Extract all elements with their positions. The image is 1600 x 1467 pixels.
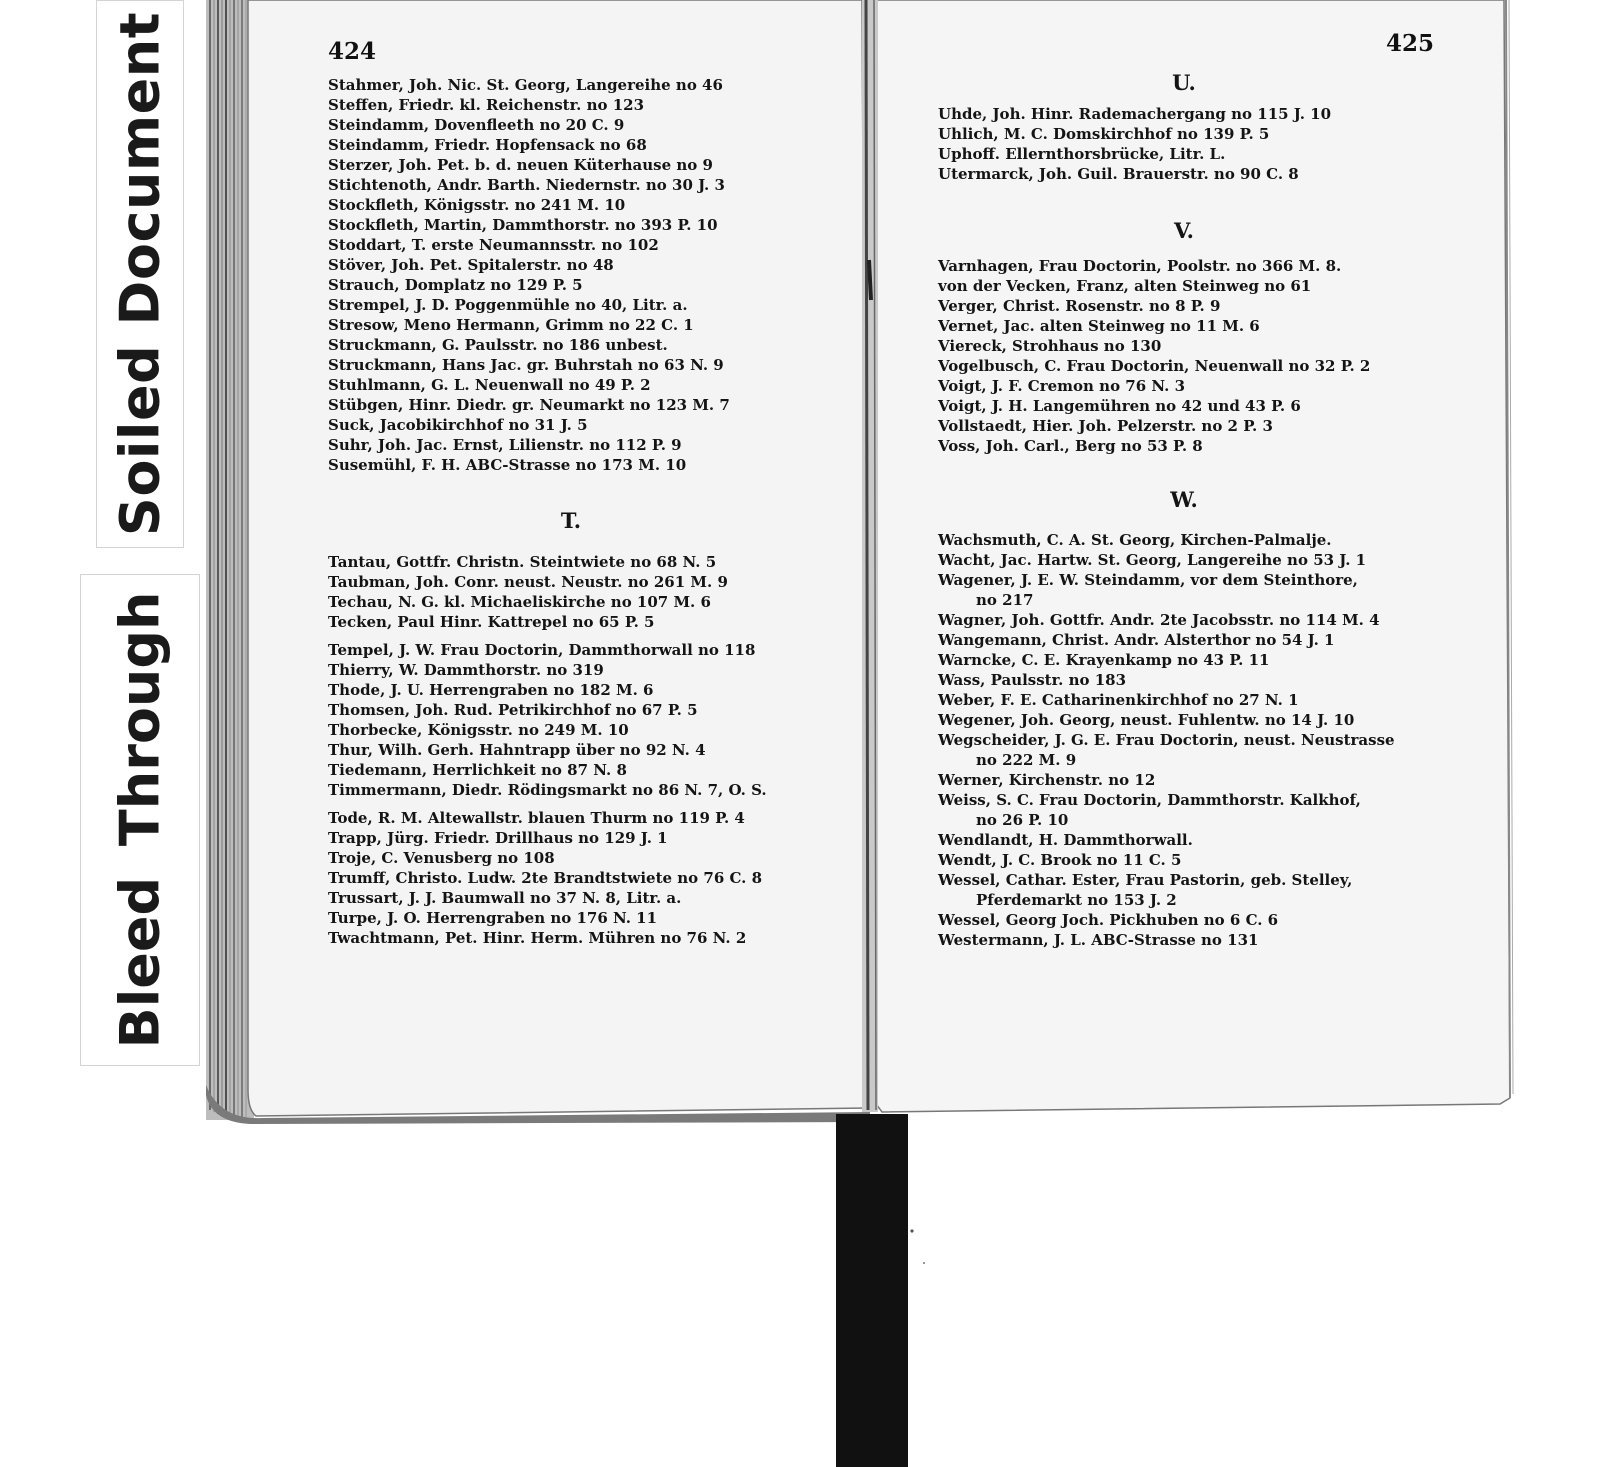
directory-entry: Wegener, Joh. Georg, neust. Fuhlentw. no 14 J. 10 [938, 711, 1355, 729]
directory-entry: Voigt, J. H. Langemühren no 42 und 43 P. 6 [938, 397, 1301, 415]
directory-entry: Voss, Joh. Carl., Berg no 53 P. 8 [938, 437, 1203, 455]
directory-entry: Westermann, J. L. ABC-Strasse no 131 [938, 931, 1259, 949]
directory-entry: Tode, R. M. Altewallstr. blauen Thurm no 119 P. 4 [328, 809, 745, 827]
right-page-text [938, 0, 1438, 1000]
directory-entry: no 26 P. 10 [976, 811, 1069, 829]
directory-entry: Wendt, J. C. Brook no 11 C. 5 [938, 851, 1182, 869]
directory-entry: Thomsen, Joh. Rud. Petrikirchhof no 67 P. 5 [328, 701, 698, 719]
directory-entry: Wessel, Cathar. Ester, Frau Pastorin, geb. Stelley, [938, 871, 1353, 889]
directory-entry: Vernet, Jac. alten Steinweg no 11 M. 6 [938, 317, 1260, 335]
directory-entry: Strauch, Domplatz no 129 P. 5 [328, 276, 583, 294]
bleed-through-label [80, 574, 200, 1066]
left-page-text [328, 0, 828, 1000]
directory-entry: Susemühl, F. H. ABC-Strasse no 173 M. 10 [328, 456, 687, 474]
directory-entry: Thur, Wilh. Gerh. Hahntrapp über no 92 N. 4 [328, 741, 706, 759]
directory-entry: Stockfleth, Königsstr. no 241 M. 10 [328, 196, 626, 214]
right-page-number: 425 [1386, 30, 1435, 57]
directory-entry: no 217 [976, 591, 1034, 609]
directory-entry: Weber, F. E. Catharinenkirchhof no 27 N. 1 [938, 691, 1299, 709]
directory-entry: Wangemann, Christ. Andr. Alsterthor no 54 J. 1 [938, 631, 1335, 649]
directory-entry: Thode, J. U. Herrengraben no 182 M. 6 [328, 681, 654, 699]
directory-entry: Steffen, Friedr. kl. Reichenstr. no 123 [328, 96, 645, 114]
directory-entry: Troje, C. Venusberg no 108 [328, 849, 555, 867]
section-heading-w: W. [1170, 487, 1198, 512]
directory-entry: Wendlandt, H. Dammthorwall. [938, 831, 1193, 849]
directory-entry: Wagener, J. E. W. Steindamm, vor dem Steinthore, [938, 571, 1358, 589]
soiled-document-label [96, 0, 184, 548]
directory-entry: Stahmer, Joh. Nic. St. Georg, Langereihe no 46 [328, 76, 723, 94]
directory-entry: Uphoff. Ellernthorsbrücke, Litr. L. [938, 145, 1226, 163]
directory-entry: von der Vecken, Franz, alten Steinweg no 61 [938, 277, 1312, 295]
directory-entry: Tiedemann, Herrlichkeit no 87 N. 8 [328, 761, 627, 779]
directory-entry: Vollstaedt, Hier. Joh. Pelzerstr. no 2 P. 3 [938, 417, 1273, 435]
directory-entry: Trumff, Christo. Ludw. 2te Brandtstwiete no 76 C. 8 [328, 869, 763, 887]
directory-entry: Timmermann, Diedr. Rödingsmarkt no 86 N. 7, O. S. [328, 781, 767, 799]
directory-entry: Stockfleth, Martin, Dammthorstr. no 393 P. 10 [328, 216, 718, 234]
directory-entry: Varnhagen, Frau Doctorin, Poolstr. no 366 M. 8. [938, 257, 1342, 275]
directory-entry: Verger, Christ. Rosenstr. no 8 P. 9 [938, 297, 1221, 315]
directory-entry: Struckmann, G. Paulsstr. no 186 unbest. [328, 336, 668, 354]
directory-entry: Thierry, W. Dammthorstr. no 319 [328, 661, 604, 679]
directory-entry: Viereck, Strohhaus no 130 [938, 337, 1162, 355]
section-heading-u: U. [1172, 70, 1196, 95]
bleed-through-text: Bleed Through [108, 591, 172, 1049]
directory-entry: Stöver, Joh. Pet. Spitalerstr. no 48 [328, 256, 614, 274]
directory-entry: Turpe, J. O. Herrengraben no 176 N. 11 [328, 909, 658, 927]
directory-entry: Pferdemarkt no 153 J. 2 [976, 891, 1177, 909]
directory-entry: Trapp, Jürg. Friedr. Drillhaus no 129 J. 1 [328, 829, 668, 847]
directory-entry: no 222 M. 9 [976, 751, 1077, 769]
directory-entry: Stichtenoth, Andr. Barth. Niedernstr. no 30 J. 3 [328, 176, 725, 194]
directory-entry: Tempel, J. W. Frau Doctorin, Dammthorwall no 118 [328, 641, 756, 659]
directory-entry: Stresow, Meno Hermann, Grimm no 22 C. 1 [328, 316, 694, 334]
section-heading-v: V. [1174, 218, 1194, 243]
book-gutter [862, 0, 878, 1112]
directory-entry: Voigt, J. F. Cremon no 76 N. 3 [938, 377, 1186, 395]
directory-entry: Uhde, Joh. Hinr. Rademachergang no 115 J. 10 [938, 105, 1332, 123]
directory-entry: Twachtmann, Pet. Hinr. Herm. Mühren no 76 N. 2 [328, 929, 747, 947]
directory-entry: Taubman, Joh. Conr. neust. Neustr. no 261 M. 9 [328, 573, 728, 591]
directory-entry: Steindamm, Friedr. Hopfensack no 68 [328, 136, 647, 154]
directory-entry: Warncke, C. E. Krayenkamp no 43 P. 11 [938, 651, 1270, 669]
directory-entry: Techau, N. G. kl. Michaeliskirche no 107 M. 6 [328, 593, 711, 611]
directory-entry: Struckmann, Hans Jac. gr. Buhrstah no 63 N. 9 [328, 356, 724, 374]
directory-entry: Wachsmuth, C. A. St. Georg, Kirchen-Palmalje. [938, 531, 1332, 549]
directory-entry: Tantau, Gottfr. Christn. Steintwiete no 68 N. 5 [328, 553, 717, 571]
directory-entry: Werner, Kirchenstr. no 12 [938, 771, 1156, 789]
directory-entry: Wessel, Georg Joch. Pickhuben no 6 C. 6 [938, 911, 1279, 929]
directory-entry: Wass, Paulsstr. no 183 [938, 671, 1127, 689]
directory-entry: Uhlich, M. C. Domskirchhof no 139 P. 5 [938, 125, 1270, 143]
directory-entry: Stübgen, Hinr. Diedr. gr. Neumarkt no 123 M. 7 [328, 396, 730, 414]
section-heading-t: T. [560, 508, 582, 533]
ribbon-bookmark [836, 1114, 908, 1467]
directory-entry: Sterzer, Joh. Pet. b. d. neuen Küterhause no 9 [328, 156, 713, 174]
left-page-number: 424 [328, 38, 377, 65]
directory-entry: Suck, Jacobikirchhof no 31 J. 5 [328, 416, 588, 434]
directory-entry: Wagner, Joh. Gottfr. Andr. 2te Jacobsstr. no 114 M. 4 [938, 611, 1380, 629]
directory-entry: Strempel, J. D. Poggenmühle no 40, Litr. a. [328, 296, 688, 314]
soiled-document-text: Soiled Document [108, 11, 172, 537]
directory-entry: Wacht, Jac. Hartw. St. Georg, Langereihe no 53 J. 1 [938, 551, 1367, 569]
directory-entry: Stuhlmann, G. L. Neuenwall no 49 P. 2 [328, 376, 651, 394]
directory-entry: Steindamm, Dovenfleeth no 20 C. 9 [328, 116, 625, 134]
directory-entry: Weiss, S. C. Frau Doctorin, Dammthorstr. Kalkhof, [938, 791, 1361, 809]
directory-entry: Stoddart, T. erste Neumannsstr. no 102 [328, 236, 659, 254]
directory-entry: Thorbecke, Königsstr. no 249 M. 10 [328, 721, 629, 739]
directory-entry: Trussart, J. J. Baumwall no 37 N. 8, Litr. a. [328, 889, 682, 907]
directory-entry: Tecken, Paul Hinr. Kattrepel no 65 P. 5 [328, 613, 655, 631]
directory-entry: Suhr, Joh. Jac. Ernst, Lilienstr. no 112 P. 9 [328, 436, 682, 454]
directory-entry: Vogelbusch, C. Frau Doctorin, Neuenwall no 32 P. 2 [938, 357, 1371, 375]
directory-entry: Wegscheider, J. G. E. Frau Doctorin, neust. Neustrasse [938, 731, 1395, 749]
directory-entry: Utermarck, Joh. Guil. Brauerstr. no 90 C. 8 [938, 165, 1299, 183]
